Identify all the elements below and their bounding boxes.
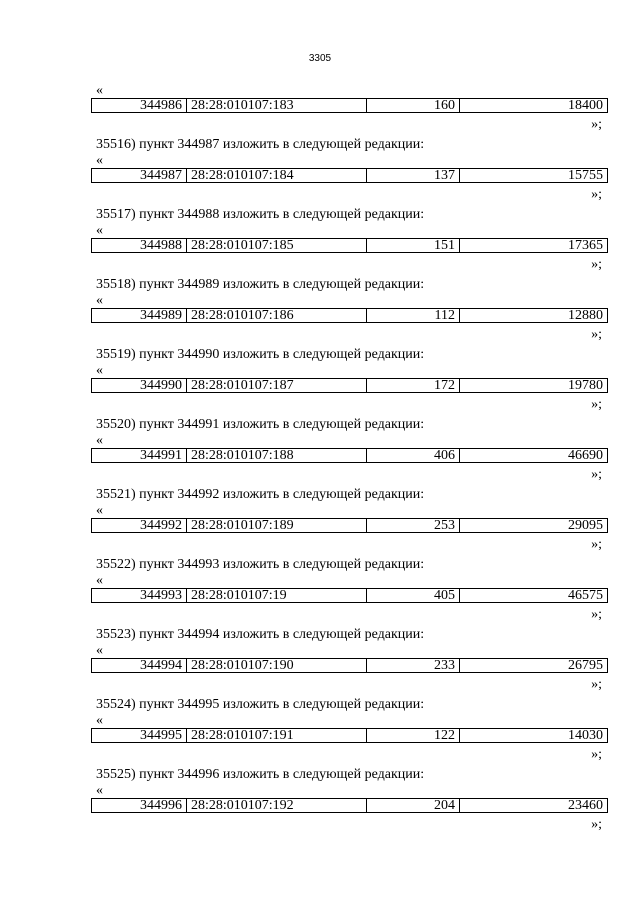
opening-quote: « [96,433,103,448]
opening-quote: « [96,293,103,308]
opening-quote: « [96,783,103,798]
amendment-heading: 35522) пункт 344993 изложить в следующей редакции: [96,557,425,572]
area-cell: 253 [367,519,460,532]
closing-quote: »; [591,257,602,272]
area-cell: 172 [367,379,460,392]
table-row [91,658,608,673]
row-id-cell: 344995 [92,729,187,742]
amendment-heading: 35520) пункт 344991 изложить в следующей редакции: [96,417,425,432]
page-number: 3305 [308,53,332,64]
table-row [91,98,608,113]
cadastral-number-cell: 28:28:010107:187 [187,379,367,392]
amendment-heading: 35521) пункт 344992 изложить в следующей редакции: [96,487,425,502]
table-row [91,238,608,253]
amendment-heading: 35516) пункт 344987 изложить в следующей редакции: [96,137,425,152]
opening-quote: « [96,713,103,728]
area-cell: 233 [367,659,460,672]
amendment-heading: 35519) пункт 344990 изложить в следующей редакции: [96,347,425,362]
value-cell: 29095 [568,519,603,532]
opening-quote: « [96,83,103,98]
table-row [91,378,608,393]
area-cell: 406 [367,449,460,462]
row-id-cell: 344996 [92,799,187,812]
cadastral-number-cell: 28:28:010107:188 [187,449,367,462]
row-id-cell: 344989 [92,309,187,322]
amendment-heading: 35523) пункт 344994 изложить в следующей редакции: [96,627,425,642]
table-row [91,448,608,463]
cadastral-number-cell: 28:28:010107:19 [187,589,367,602]
closing-quote: »; [591,187,602,202]
cadastral-number-cell: 28:28:010107:186 [187,309,367,322]
cadastral-number-cell: 28:28:010107:191 [187,729,367,742]
opening-quote: « [96,643,103,658]
row-id-cell: 344992 [92,519,187,532]
closing-quote: »; [591,467,602,482]
cadastral-number-cell: 28:28:010107:190 [187,659,367,672]
cadastral-number-cell: 28:28:010107:185 [187,239,367,252]
cadastral-number-cell: 28:28:010107:184 [187,169,367,182]
closing-quote: »; [591,817,602,832]
row-id-cell: 344991 [92,449,187,462]
amendment-heading: 35517) пункт 344988 изложить в следующей редакции: [96,207,425,222]
table-row [91,308,608,323]
closing-quote: »; [591,677,602,692]
opening-quote: « [96,503,103,518]
row-id-cell: 344994 [92,659,187,672]
closing-quote: »; [591,537,602,552]
table-row [91,588,608,603]
amendment-entry [0,767,640,854]
row-id-cell: 344993 [92,589,187,602]
value-cell: 12880 [568,309,603,322]
value-cell: 19780 [568,379,603,392]
area-cell: 160 [367,99,460,112]
cadastral-number-cell: 28:28:010107:189 [187,519,367,532]
table-row [91,798,608,813]
value-cell: 15755 [568,169,603,182]
row-id-cell: 344990 [92,379,187,392]
closing-quote: »; [591,747,602,762]
value-cell: 18400 [568,99,603,112]
document-body [0,84,640,854]
table-row [91,518,608,533]
value-cell: 23460 [568,799,603,812]
opening-quote: « [96,153,103,168]
closing-quote: »; [591,327,602,342]
cadastral-number-cell: 28:28:010107:192 [187,799,367,812]
value-cell: 46575 [568,589,603,602]
opening-quote: « [96,573,103,588]
area-cell: 204 [367,799,460,812]
value-cell: 14030 [568,729,603,742]
area-cell: 112 [367,309,460,322]
cadastral-number-cell: 28:28:010107:183 [187,99,367,112]
area-cell: 405 [367,589,460,602]
closing-quote: »; [591,397,602,412]
opening-quote: « [96,363,103,378]
amendment-heading: 35525) пункт 344996 изложить в следующей редакции: [96,767,425,782]
row-id-cell: 344988 [92,239,187,252]
closing-quote: »; [591,607,602,622]
row-id-cell: 344987 [92,169,187,182]
amendment-heading: 35524) пункт 344995 изложить в следующей редакции: [96,697,425,712]
table-row [91,728,608,743]
value-cell: 46690 [568,449,603,462]
closing-quote: »; [591,117,602,132]
amendment-heading: 35518) пункт 344989 изложить в следующей редакции: [96,277,425,292]
table-row [91,168,608,183]
value-cell: 17365 [568,239,603,252]
area-cell: 137 [367,169,460,182]
opening-quote: « [96,223,103,238]
area-cell: 151 [367,239,460,252]
value-cell: 26795 [568,659,603,672]
area-cell: 122 [367,729,460,742]
row-id-cell: 344986 [92,99,187,112]
